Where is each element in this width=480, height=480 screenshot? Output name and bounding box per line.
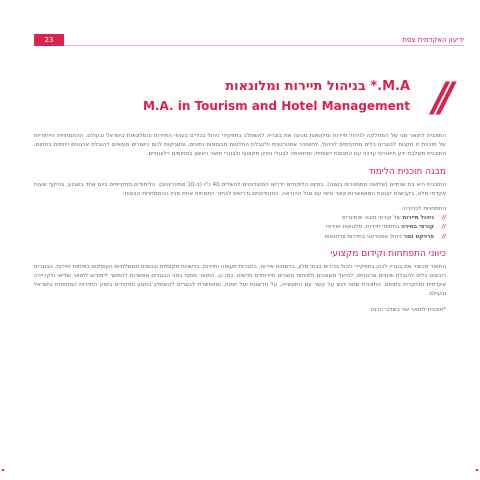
track-text: של קורסי חובה וסמינרים: [342, 215, 401, 222]
slash-bullet-icon: //: [441, 215, 446, 222]
running-title: ידיעון האקדמית צפת: [402, 36, 464, 44]
list-item: [34, 233, 446, 242]
structure-paragraph: התוכנית היא בת שנתיים (שלושה סמסטרים בשנה). בסיום הלימודים יידרשו הסטודנטים להשלים 40 נ"ז (ב-10 סמינריונים). הלימודים מתקיימים ביום אחד בשבוע, בהיקף שעות אקדמי מלא, בקבוצות קטנות המאפשרות קשר אישי עם סגל ההוראה. הסטודנטים נדרשים לבחור התמחות אחת מבין ההתמחויות הבאות:: [34, 181, 446, 197]
crop-mark: [2, 469, 4, 471]
careers-paragraph: התואר מכשיר את בוגריו לכהן בתפקידי ניהול בכירים בבתי מלון, ברשתות אירוח, בחברות תעופה ותיירות, ברשויות מקומיות ובגופים ממשלתיים העוסקים בפיתוח תיירות. הבוגרים רוכשים כלים להובלת שינויים ארגוניים, לניהול משאבים ולפיתוח מוצרים תיירותיים חדשים. כמו כן, התואר פותח בפני הבוגרים אפשרות להמשך לימודים לתואר שלישי ולקריירה אקדמית ומחקרית בתחום. התוכנית שמה דגש על קשר עם התעשייה, על חדשנות ועל יזמות, ומאפשרת לבוגרים להשתלב במגוון תפקידים בשוק התיירות המתפתח בישראל ובעולם.: [34, 263, 446, 298]
track-label: פרויקט גמר: [403, 233, 434, 240]
crop-mark: [476, 469, 478, 471]
page-number: 23: [34, 34, 64, 46]
footnote: *תוכנית לתואר שני בשלבי הכנה: [370, 306, 446, 313]
page-title-english: M.A. in Tourism and Hotel Management: [142, 99, 410, 113]
section-heading-careers: כיווני התפתחות וקידום מקצועי: [330, 248, 446, 259]
intro-paragraph: התוכנית לתואר שני של המחלקה לניהול תיירות ומלונאות מכינה את בוגריה להשתלב בתפקידי ניהול בכירים בענפי התיירות והמלונאות בישראל ובעולם. ההתמחויות הייחודיות של תוכנית זו מקנות לבוגרים כלים מתקדמים לניהול, לחשיבה אסטרטגית ולקבלת החלטות מבוססות נתונים, ומעניקות להם כישורים מעשיים להובלת ארגונים ויוזמות בתחום. התוכנית משלבת ידע תיאורטי עדכני עם התנסות יישומית, ומתאימה לבעלי ניסיון מקצועי ולבוגרי תואר ראשון בתחומים רלוונטיים.: [34, 133, 446, 158]
section-heading-structure: מבנה תוכנית הלימוד: [368, 166, 446, 177]
tracks-intro: התמחויות לבחירה:: [401, 206, 446, 213]
list-item: [34, 223, 446, 232]
page-title-hebrew: M.A.* בניהול תיירות ומלונאות: [225, 79, 410, 94]
body-content: [34, 132, 446, 321]
track-label: ניהול תיירות: [402, 215, 434, 222]
double-slash-icon: //: [432, 75, 446, 121]
page-header: [34, 34, 464, 46]
track-text: ניהול אסטרטגי בתיירות ומלונאות: [324, 233, 402, 240]
track-text: בתחומי תיירות, מלונאות ואירוח: [325, 224, 400, 231]
slash-bullet-icon: //: [441, 224, 446, 231]
tracks-list: [34, 214, 446, 242]
slash-bullet-icon: //: [441, 233, 446, 240]
track-label: קורסי בחירה: [401, 224, 434, 231]
list-item: [34, 214, 446, 223]
